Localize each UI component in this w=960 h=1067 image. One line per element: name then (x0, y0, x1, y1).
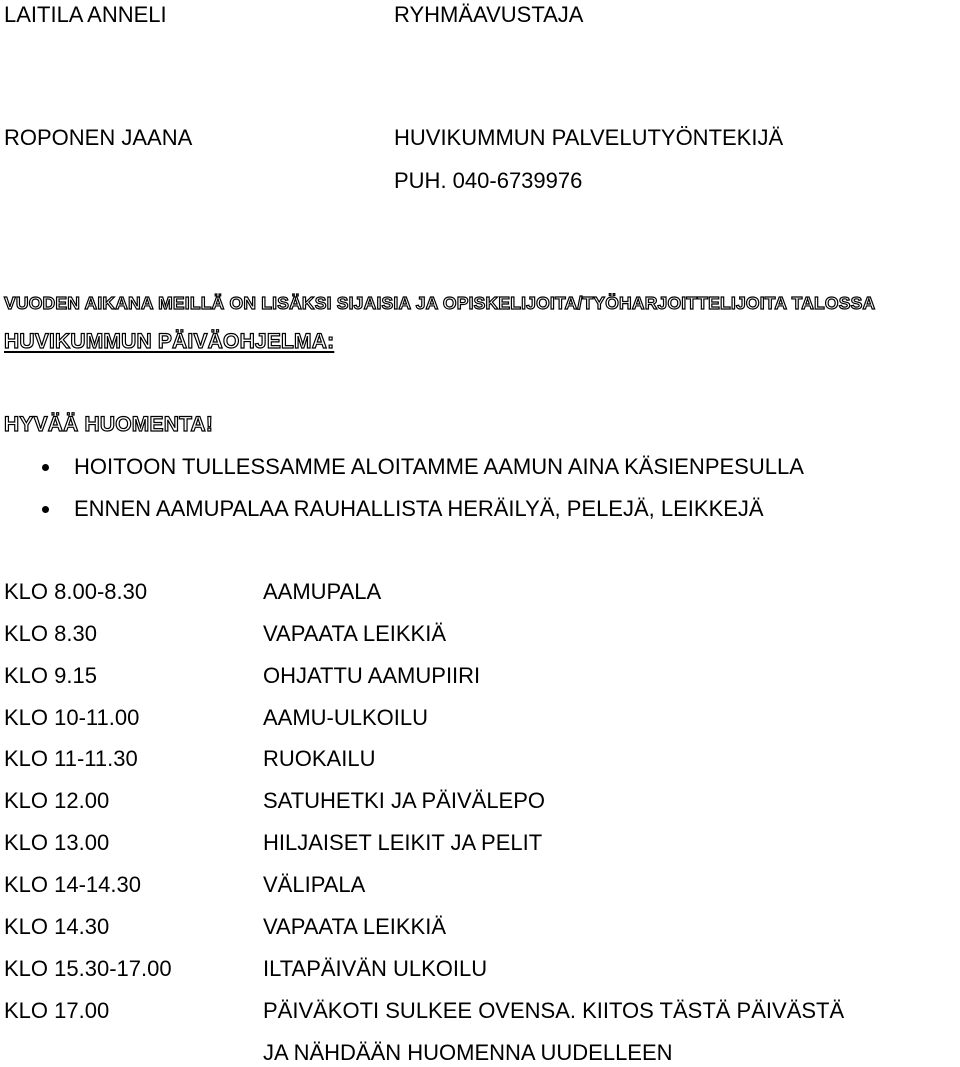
closing-line: JA NÄHDÄÄN HUOMENNA UUDELLEEN (263, 1040, 673, 1065)
schedule-activity: VÄLIPALA (263, 872, 366, 897)
staff-name-2: ROPONEN JAANA (4, 125, 193, 150)
bullet-text: HOITOON TULLESSAMME ALOITAMME AAMUN AINA KÄSIENPESULLA (74, 454, 804, 479)
schedule-time: KLO 17.00 (4, 998, 110, 1023)
schedule-activity: SATUHETKI JA PÄIVÄLEPO (263, 788, 546, 813)
staff-name-1: LAITILA ANNELI (4, 2, 167, 27)
schedule-activity: VAPAATA LEIKKIÄ (263, 914, 447, 939)
schedule-activity: OHJATTU AAMUPIIRI (263, 663, 481, 688)
bullet-icon (42, 464, 49, 471)
schedule-activity: AAMUPALA (263, 579, 382, 604)
staff-role-1: RYHMÄAVUSTAJA (394, 2, 584, 27)
schedule-activity: AAMU-ULKOILU (263, 705, 429, 730)
schedule-time: KLO 15.30-17.00 (4, 956, 172, 981)
schedule-time: KLO 14-14.30 (4, 872, 141, 897)
bullet-text: ENNEN AAMUPALAA RAUHALLISTA HERÄILYÄ, PELEJÄ, LEIKKEJÄ (74, 496, 764, 521)
schedule-time: KLO 10-11.00 (4, 705, 140, 730)
schedule-activity: ILTAPÄIVÄN ULKOILU (263, 956, 488, 981)
schedule-time: KLO 13.00 (4, 830, 110, 855)
schedule-activity: RUOKAILU (263, 746, 376, 771)
schedule-activity: VAPAATA LEIKKIÄ (263, 621, 447, 646)
phone-number: PUH. 040-6739976 (394, 168, 583, 193)
schedule-time: KLO 11-11.30 (4, 746, 138, 771)
greeting: HYVÄÄ HUOMENTA! (4, 413, 214, 436)
schedule-activity: HILJAISET LEIKIT JA PELIT (263, 830, 543, 855)
schedule-time: KLO 14.30 (4, 914, 110, 939)
program-heading: HUVIKUMMUN PÄIVÄOHJELMA: (4, 330, 335, 353)
schedule-time: KLO 12.00 (4, 788, 110, 813)
substitutes-notice: VUODEN AIKANA MEILLÄ ON LISÄKSI SIJAISIA JA OPISKELIJOITA/TYÖHARJOITTELIJOITA TALOSSA (4, 293, 876, 313)
schedule-time: KLO 9.15 (4, 663, 97, 688)
bullet-icon (42, 506, 49, 513)
schedule-time: KLO 8.00-8.30 (4, 579, 148, 604)
staff-role-2: HUVIKUMMUN PALVELUTYÖNTEKIJÄ (394, 125, 784, 150)
schedule-activity: PÄIVÄKOTI SULKEE OVENSA. KIITOS TÄSTÄ PÄIVÄSTÄ (263, 998, 845, 1023)
schedule-time: KLO 8.30 (4, 621, 97, 646)
